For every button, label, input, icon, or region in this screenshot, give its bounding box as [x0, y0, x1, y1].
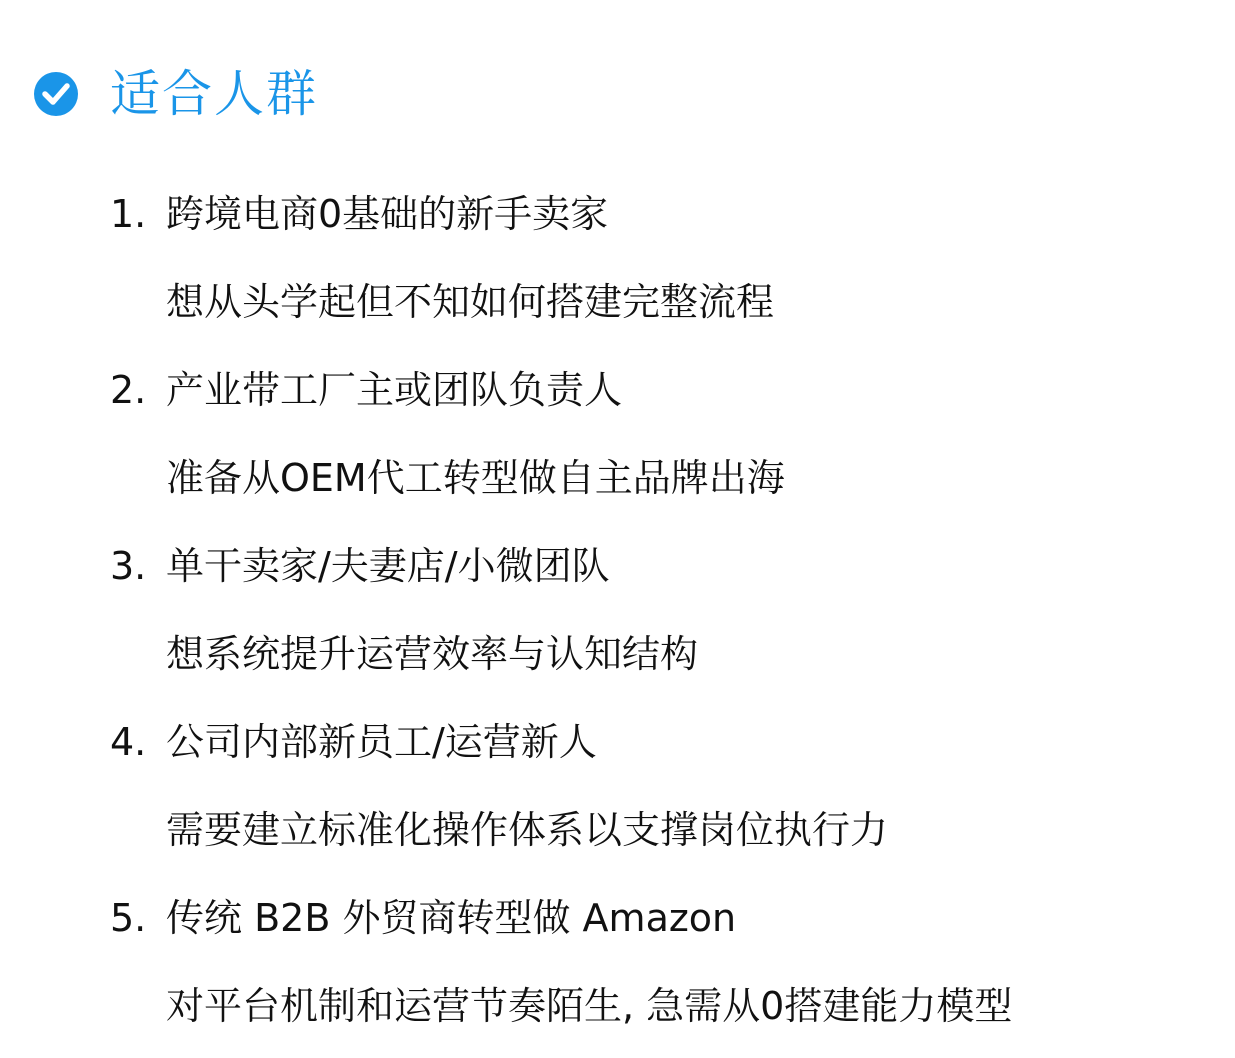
- item-title: 单干卖家/夫妻店/小微团队: [166, 544, 610, 588]
- item-title: 公司内部新员工/运营新人: [166, 720, 597, 764]
- item-number: 2.: [110, 368, 147, 412]
- item-description: 对平台机制和运营节奏陌生, 急需从0搭建能力模型: [166, 984, 1013, 1028]
- section-heading: [34, 62, 318, 126]
- list-item: [110, 874, 1220, 1050]
- item-description: 准备从OEM代工转型做自主品牌出海: [166, 456, 785, 500]
- item-title: 产业带工厂主或团队负责人: [166, 368, 623, 412]
- item-number: 1.: [110, 192, 147, 236]
- item-title: 传统 B2B 外贸商转型做 Amazon: [166, 896, 737, 940]
- audience-list: [110, 170, 1220, 1050]
- check-circle-icon: [34, 72, 78, 116]
- item-number: 3.: [110, 544, 147, 588]
- item-number: 4.: [110, 720, 147, 764]
- item-number: 5.: [110, 896, 147, 940]
- section-title: 适合人群: [110, 65, 318, 123]
- item-description: 想从头学起但不知如何搭建完整流程: [166, 280, 775, 324]
- item-description: 需要建立标准化操作体系以支撑岗位执行力: [166, 808, 889, 852]
- list-item: [110, 170, 1220, 346]
- item-description: 想系统提升运营效率与认知结构: [166, 632, 699, 676]
- list-item: [110, 346, 1220, 522]
- list-item: [110, 698, 1220, 874]
- item-title: 跨境电商0基础的新手卖家: [166, 192, 609, 236]
- list-item: [110, 522, 1220, 698]
